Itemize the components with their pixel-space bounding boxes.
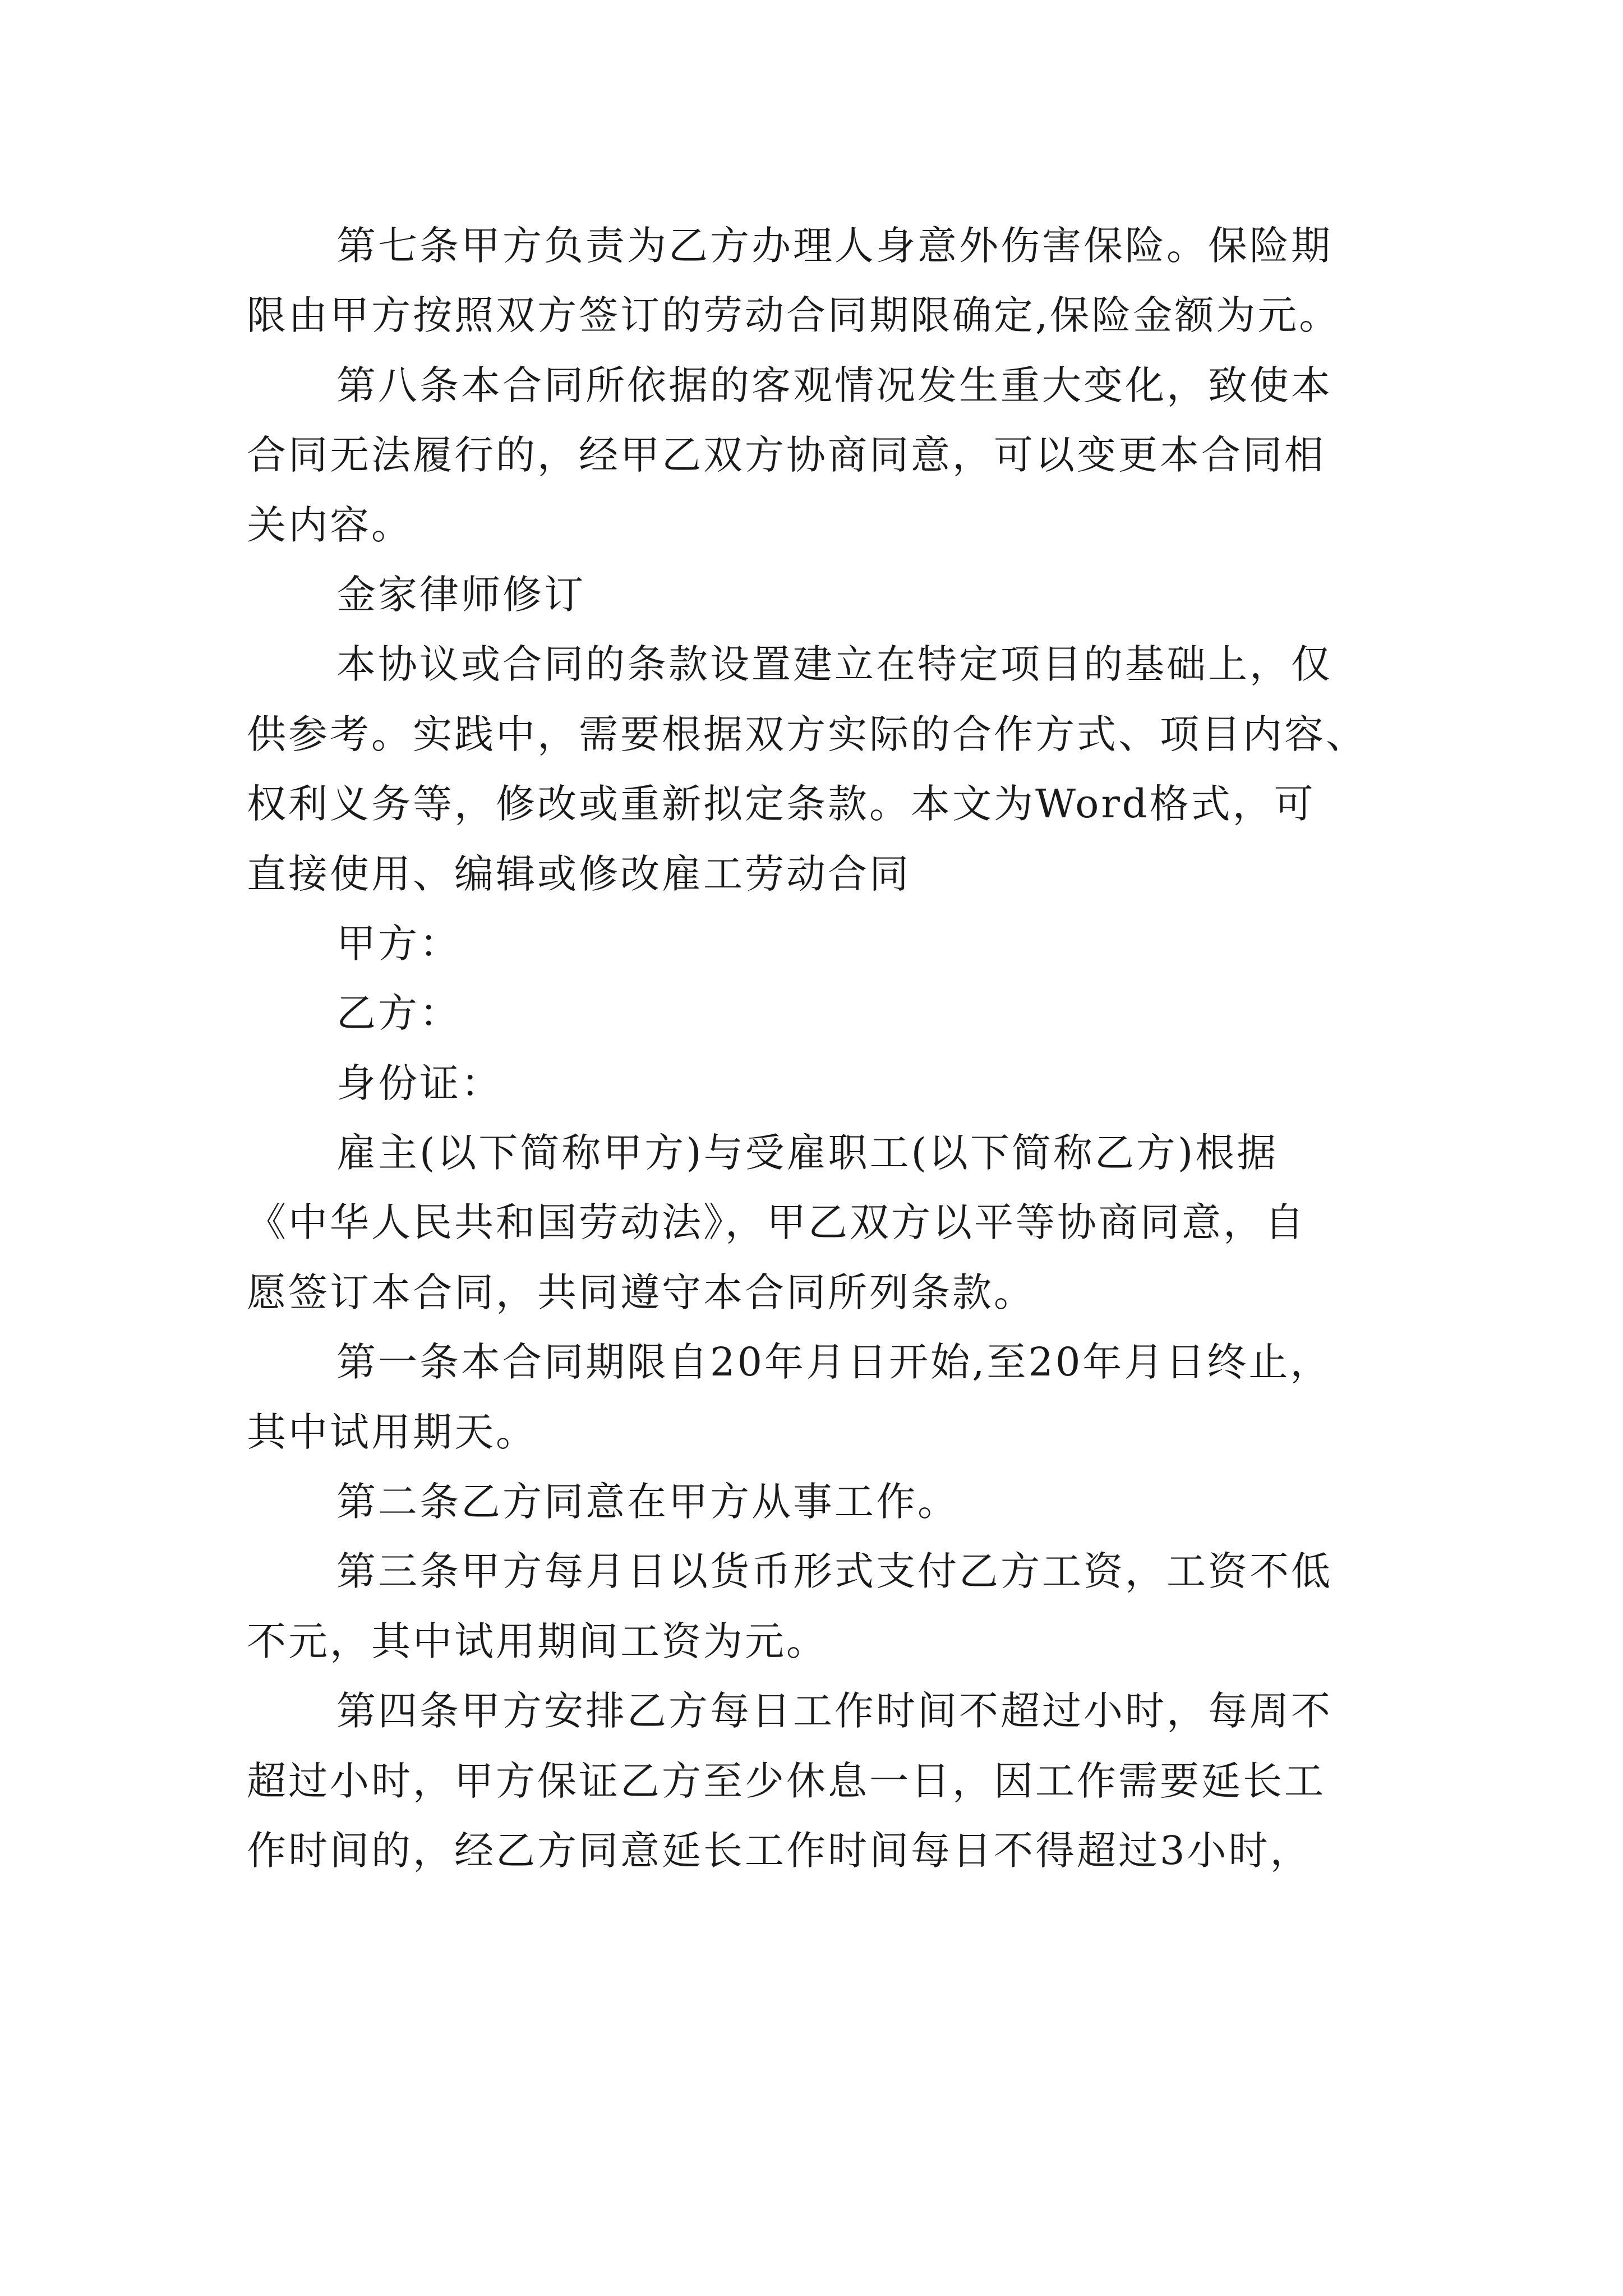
text-line: 第二条乙方同意在甲方从事工作。 <box>336 1479 959 1525</box>
text-line: 超过小时，甲方保证乙方至少休息一日，因工作需要延长工 <box>247 1757 1326 1804</box>
document-body <box>247 211 1396 1885</box>
text-line: 《中华人民共和国劳动法》，甲乙双方以平等协商同意，自 <box>247 1199 1306 1246</box>
text-line: 第三条甲方每月日以货币形式支付乙方工资，工资不低 <box>336 1548 1332 1595</box>
text-line: 金家律师修订 <box>336 571 585 618</box>
text-line: 直接使用、编辑或修改雇工劳动合同 <box>247 850 911 897</box>
text-line: 甲方： <box>336 920 461 967</box>
text-line: 合同无法履行的，经甲乙双方协商同意，可以变更本合同相 <box>247 432 1326 478</box>
text-line: 限由甲方按照双方签订的劳动合同期限确定,保险金额为元。 <box>247 292 1341 339</box>
text-line: 雇主(以下简称甲方)与受雇职工(以下简称乙方)根据 <box>336 1130 1279 1176</box>
text-line: 第八条本合同所依据的客观情况发生重大变化，致使本 <box>336 362 1332 408</box>
text-line: 作时间的，经乙方同意延长工作时间每日不得超过3小时， <box>247 1827 1312 1874</box>
text-line: 本协议或合同的条款设置建立在特定项目的基础上，仅 <box>336 641 1332 688</box>
text-line: 身份证： <box>336 1060 502 1106</box>
text-line: 关内容。 <box>247 501 413 548</box>
text-line: 权利义务等，修改或重新拟定条款。本文为Word格式，可 <box>247 781 1316 827</box>
text-line: 其中试用期天。 <box>247 1409 537 1455</box>
text-line: 不元，其中试用期间工资为元。 <box>247 1618 828 1664</box>
text-line: 乙方： <box>336 990 461 1037</box>
text-line: 供参考。实践中，需要根据双方实际的合作方式、项目内容、 <box>247 711 1367 757</box>
text-line: 第一条本合同期限自20年月日开始,至20年月日终止， <box>336 1339 1332 1386</box>
text-line: 第四条甲方安排乙方每日工作时间不超过小时，每周不 <box>336 1688 1332 1734</box>
text-line: 第七条甲方负责为乙方办理人身意外伤害保险。保险期 <box>336 223 1332 269</box>
text-line: 愿签订本合同，共同遵守本合同所列条款。 <box>247 1269 1035 1315</box>
